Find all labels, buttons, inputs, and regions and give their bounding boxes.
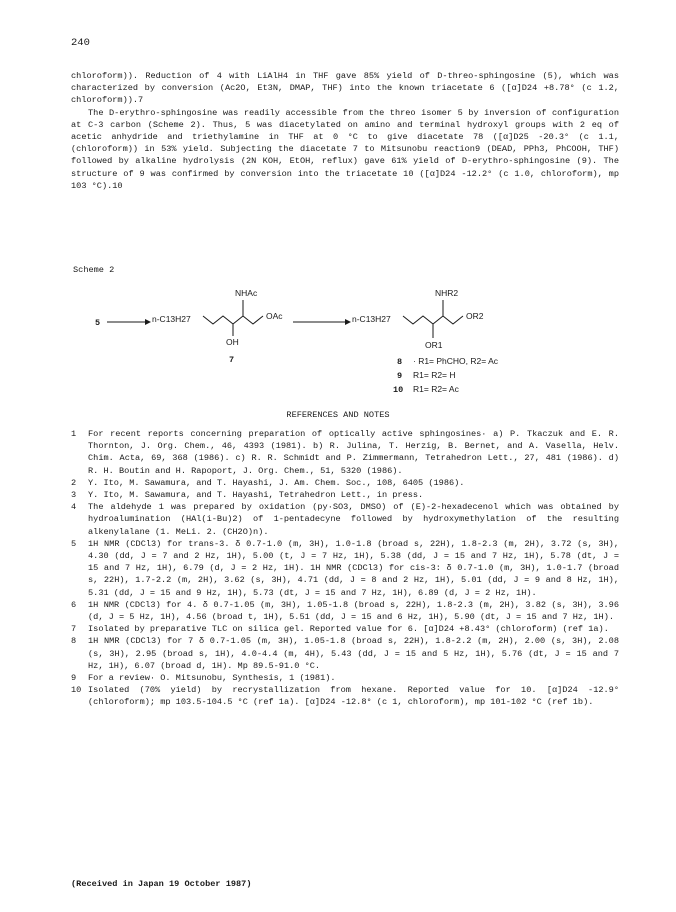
skeleton-7: [203, 316, 263, 324]
scheme-drawing: [95, 282, 615, 402]
reference-item: [71, 477, 619, 489]
reference-text: Y. Ito, M. Sawamura, and T. Hayashi, Tetrahedron Lett., in press.: [88, 490, 424, 501]
reference-item: [71, 501, 619, 538]
oh-label: OH: [226, 337, 239, 347]
page-number: 240: [71, 37, 90, 49]
reference-number: 4: [71, 502, 77, 513]
reference-text: Y. Ito, M. Sawamura, and T. Hayashi, J. Am. Chem. Soc., 108, 6405 (1986).: [88, 477, 465, 488]
reaction-scheme: [95, 282, 615, 402]
reference-text: 1H NMR (CDCl3) for trans-3. δ 0.7-1.0 (m, 3H), 1.0-1.8 (broad s, 22H), 1.8-2.3 (m, 2H), 3.72 (s, 3H), 4.30 (dd, J = 7 and 2 Hz, 1H), 5.00 (t, J = 7 Hz, 1H), 5.38 (dd, J = 15 and 7 Hz, 1H), 5.78 (dt, J = 15 and 7 Hz, 1H), 6.79 (d, J = 2 Hz, 1H). 1H NMR (CDCl3) for cis-3: δ 0.7-1.0 (m, 3H), 1.0-1.7 (broad s, 22H), 1.7-2.2 (m, 2H), 3.62 (s, 3H), 4.71 (dd, J = 8 and 2 Hz, 1H), 5.01 (dd, J = 9 and 8 Hz, 1H), 5.31 (dd, J = 15 and 9 Hz, 1H), 5.73 (dt, J = 15 and 7 Hz, 1H), 6.89 (d, J = 2 Hz, 1H).: [88, 538, 619, 598]
compound-7-label: 7: [229, 355, 235, 365]
reference-text: The aldehyde 1 was prepared by oxidation (py·SO3, DMSO) of (E)-2-hexadecenol which was obtained by hydroalumination (HAl(i-Bu)2) of 1-pentadecyne followed by hydroxymethylation of the resulting alkenylalane (1. MeLi. 2. (CH2O)n).: [88, 502, 619, 537]
scheme-label: Scheme 2: [73, 265, 115, 275]
reference-item: [71, 672, 619, 684]
legend-num-10: 10: [393, 385, 404, 395]
legend-num-8: 8: [397, 357, 403, 367]
references-list: [71, 428, 619, 709]
legend-num-9: 9: [397, 371, 403, 381]
nhac-label: NHAc: [235, 288, 258, 298]
reference-number: 10: [71, 685, 82, 696]
reference-text: Isolated by preparative TLC on silica gel. Reported value for 6. [α]D24 +8.43° (chloroform) (ref 1a).: [88, 624, 609, 635]
reference-text: 1H NMR (CDCl3) for 4. δ 0.7-1.05 (m, 3H), 1.05-1.8 (broad s, 22H), 1.8-2.3 (m, 2H), 3.82 (s, 3H), 3.96 (d, J = 5 Hz, 1H), 4.56 (broad t, 1H), 5.51 (dd, J = 15 and 6 Hz, 1H), 5.90 (dt, J = 15 and 7 Hz, 1H).: [88, 599, 619, 623]
reference-number: 1: [71, 429, 77, 439]
arrow-head-1: [145, 319, 151, 325]
reference-text: Isolated (70% yield) by recrystallization from hexane. Reported value for 10. [α]D24 -12.9° (chloroform); mp 103.5-104.5 °C (ref 1a). [α]D24 -12.8° (c 1, chloroform), mp 101-102 °C (ref 1b).: [88, 685, 619, 708]
reference-number: 2: [71, 477, 77, 488]
reference-number: 7: [71, 624, 77, 635]
chain-label-8: n-C13H27: [352, 314, 391, 324]
skeleton-8: [403, 316, 463, 324]
body-text: [71, 70, 619, 192]
reference-item: [71, 538, 619, 599]
reference-item: [71, 599, 619, 623]
legend-text-8: · R1= PhCHO, R2= Ac: [413, 356, 499, 366]
reference-item: [71, 635, 619, 672]
reference-number: 5: [71, 538, 77, 549]
scheme-start-label: 5: [95, 318, 101, 328]
reference-text: For a review· O. Mitsunobu, Synthesis, 1 (1981).: [88, 673, 336, 684]
reference-number: 8: [71, 636, 77, 647]
paragraph-1: chloroform)). Reduction of 4 with LiAlH4 in THF gave 85% yield of D-threo-sphingosine (5), which was characterized by conversion (Ac2O, Et3N, DMAP, THF) into the known triacetate 6 ([α]D24 +8.78° (c 1.2, chloroform)).7: [71, 71, 619, 106]
reference-item: [71, 428, 619, 477]
reference-item: [71, 623, 619, 635]
reference-text: 1H NMR (CDCl3) for 7 δ 0.7-1.05 (m, 3H), 1.05-1.8 (broad s, 22H), 1.8-2.2 (m, 2H), 2.00 (s, 3H), 2.08 (s, 3H), 2.95 (broad s, 1H), 4.0-4.4 (m, 4H), 5.43 (dd, J = 15 and 5 Hz, 1H), 5.76 (dt, J = 15 and 7 Hz, 1H), 6.07 (broad d, 1H). Mp 89.5-91.0 °C.: [88, 636, 619, 671]
reference-item: [71, 489, 619, 501]
chain-label-7: n-C13H27: [152, 314, 191, 324]
arrow-head-2: [345, 319, 351, 325]
legend-text-9: R1= R2= H: [413, 370, 456, 380]
references-title: REFERENCES AND NOTES: [286, 410, 390, 420]
legend-text-10: R1= R2= Ac: [413, 384, 459, 394]
received-date: (Received in Japan 19 October 1987): [71, 879, 252, 889]
reference-item: [71, 684, 619, 708]
oac-label: OAc: [266, 311, 283, 321]
reference-text: For recent reports concerning preparation of optically active sphingosines· a) P. Tkaczuk and E. R. Thornton, J. Org. Chem., 46, 4393 (1981). b) R. Julina, T. Herzig, B. Bernet, and A. Vasella, Helv. Chim. Acta, 69, 368 (1986). c) R. R. Schmidt and P. Zimmermann, Tetrahedron Lett., 27, 481 (1986). d) R. H. Boutin and H. Rapoport, J. Org. Chem., 51, 5320 (1986).: [88, 429, 619, 476]
reference-number: 3: [71, 490, 77, 501]
nhr2-label: NHR2: [435, 288, 459, 298]
or2-label: OR2: [466, 311, 484, 321]
reference-number: 9: [71, 673, 77, 684]
reference-number: 6: [71, 599, 77, 610]
paragraph-2: The D-erythro-sphingosine was readily accessible from the threo isomer 5 by inversion of configuration at C-3 carbon (Scheme 2). Thus, 5 was diacetylated on amino and terminal hydroxyl groups with 2 eq of acetic anhydride and triethylamine in THF at 0 °C to give diacetate 78 ([α]D25 -20.3° (c 1.1, (chloroform)) in 53% yield. Subjecting the diacetate 7 to Mitsunobu reaction9 (DEAD, PPh3, PhCOOH, THF) followed by alkaline hydrolysis (2N KOH, EtOH, reflux) gave 61% yield of D-erythro-sphingosine (9). The structure of 9 was confirmed by conversion into the triacetate 10 ([α]D24 -12.2° (c 1.0, chloroform), mp 103 °C).10: [71, 107, 619, 191]
or1-label: OR1: [425, 340, 443, 350]
